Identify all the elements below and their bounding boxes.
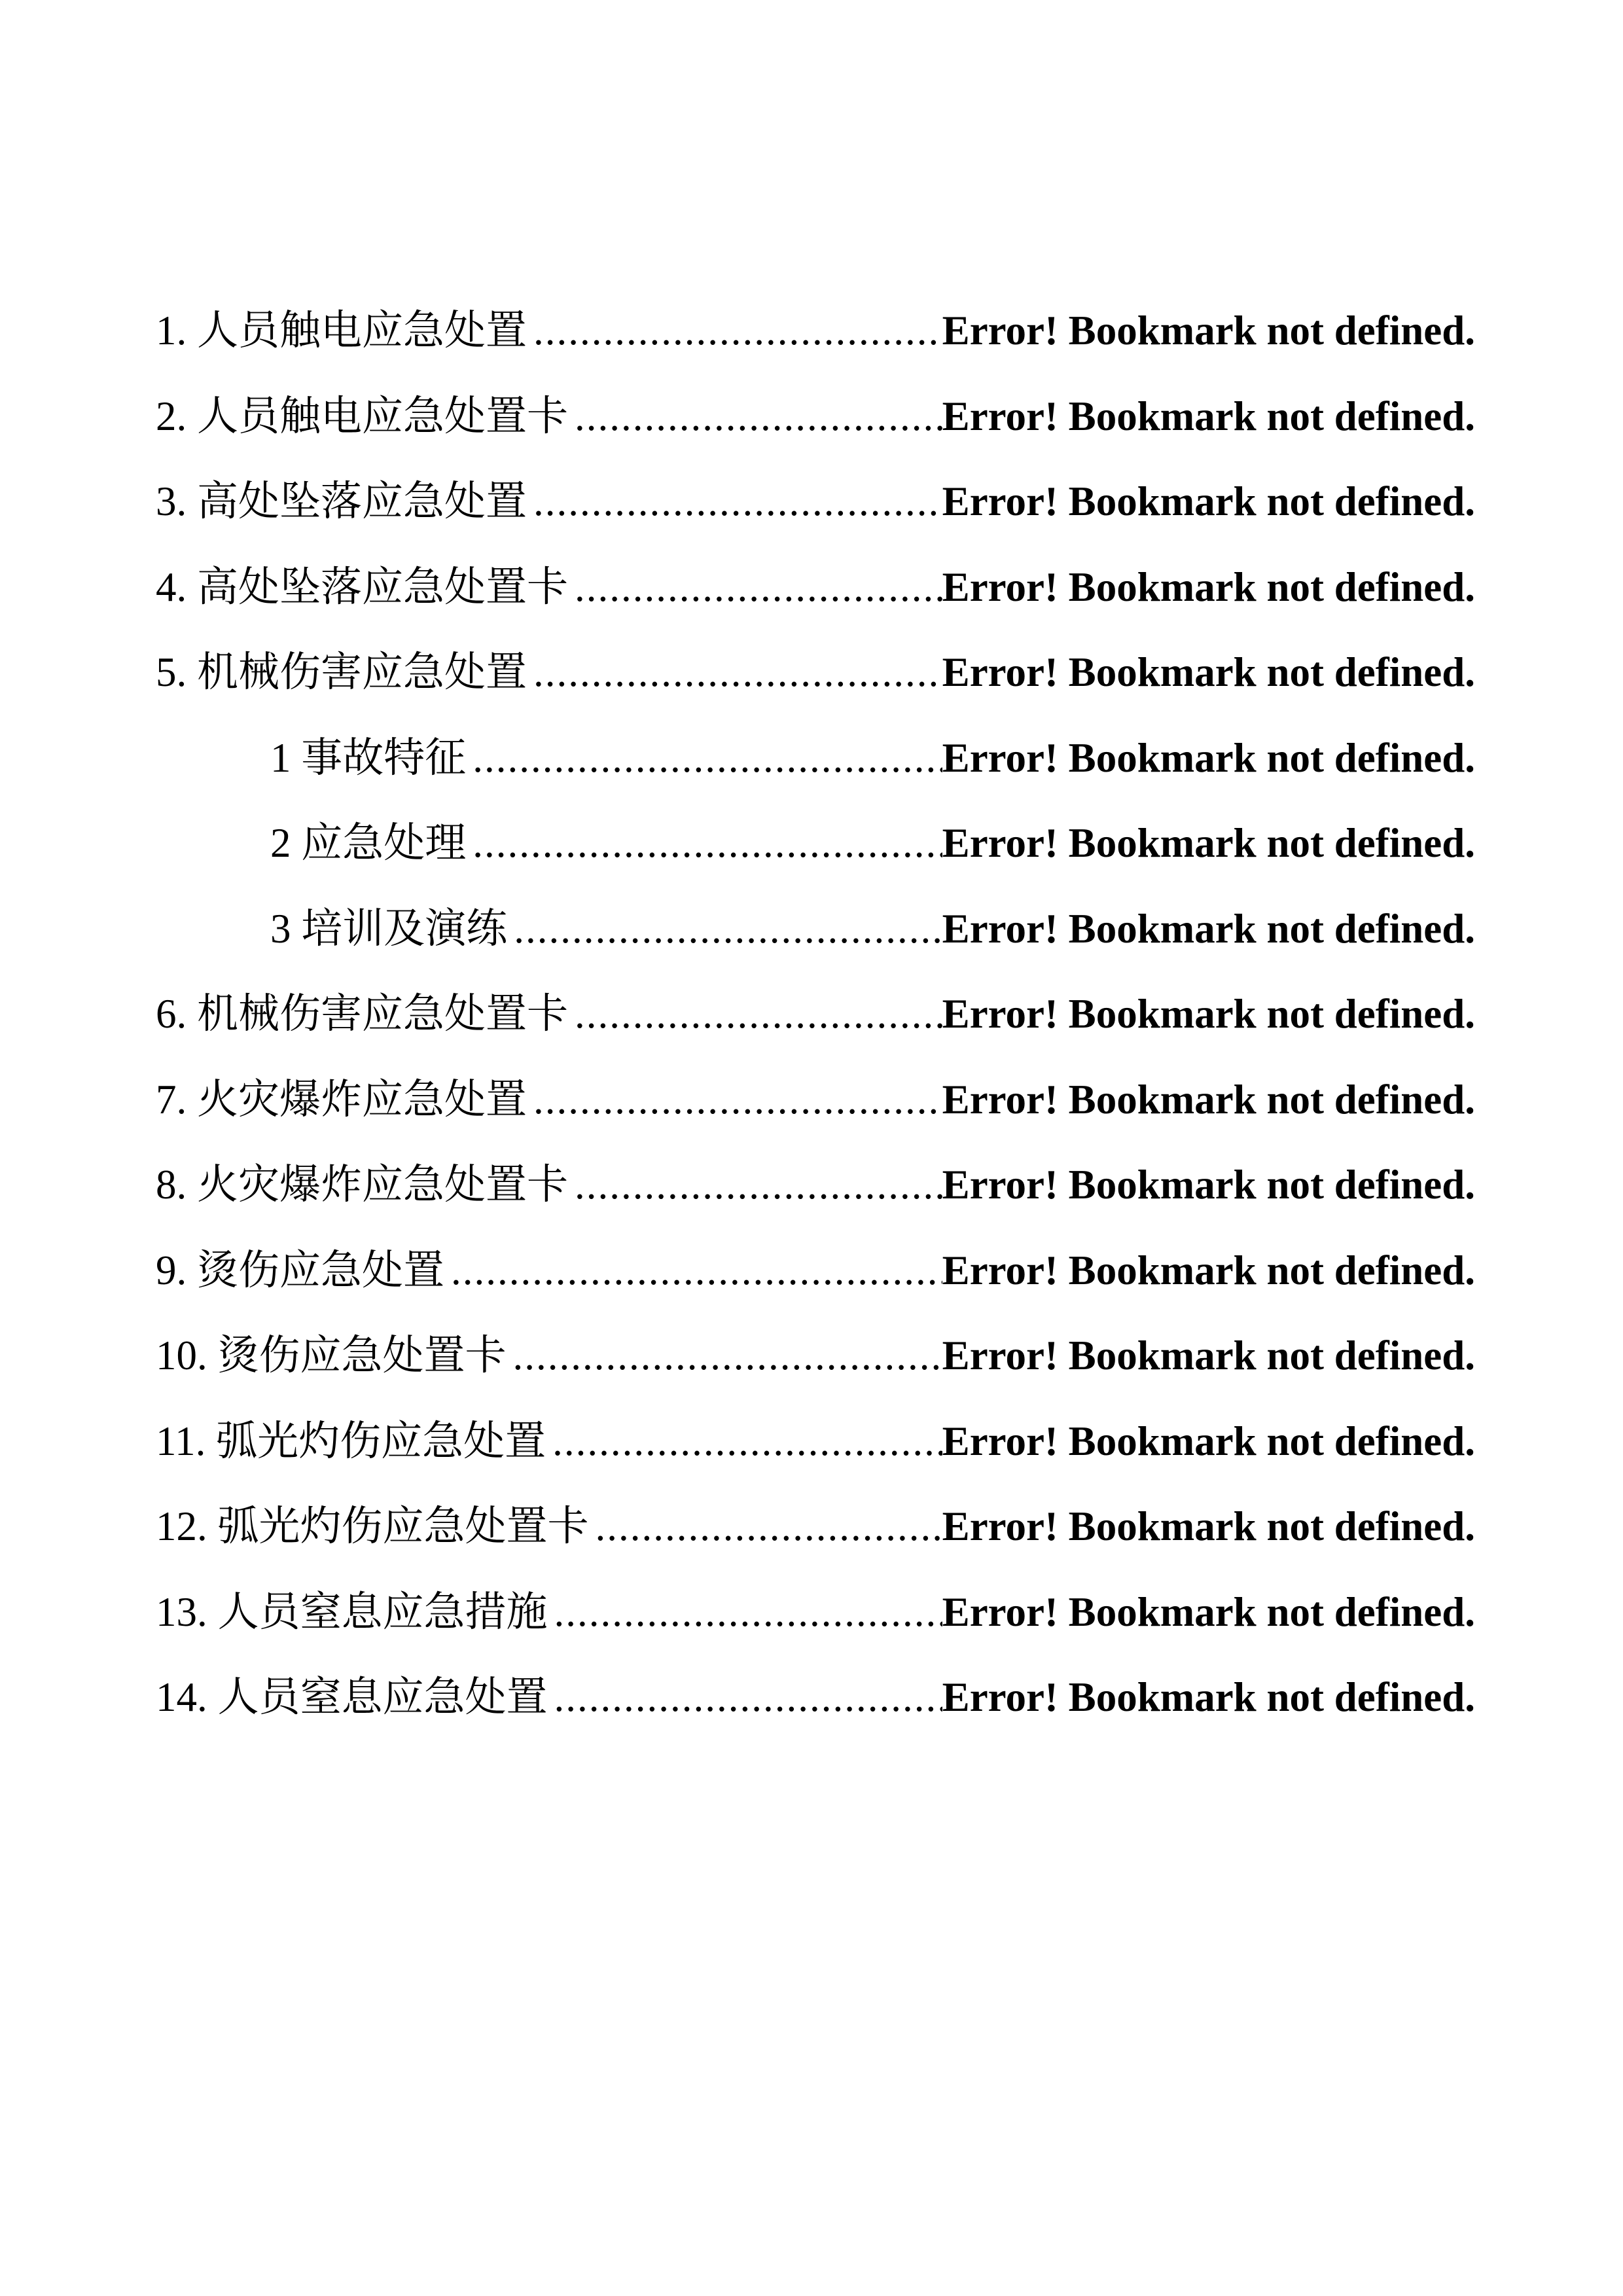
dot-leader (473, 715, 942, 801)
table-of-contents (156, 288, 1475, 1740)
toc-entry-title: 12. 弧光灼伤应急处置卡 (156, 1503, 589, 1549)
toc-entry-page-ref: Error! Bookmark not defined. (942, 393, 1475, 439)
toc-entry[interactable] (156, 1655, 1475, 1740)
toc-entry-title: 14. 人员窒息应急处置 (156, 1674, 548, 1720)
toc-entry-title: 7. 火灾爆炸应急处置 (156, 1076, 527, 1122)
dot-leader (552, 1399, 942, 1484)
toc-entry-title: 3 培训及演练 (270, 905, 508, 952)
toc-entry-title: 8. 火灾爆炸应急处置卡 (156, 1162, 568, 1208)
toc-entry-page-ref: Error! Bookmark not defined. (942, 905, 1475, 952)
dot-leader (533, 459, 942, 545)
toc-entry-page-ref: Error! Bookmark not defined. (942, 820, 1475, 866)
toc-entry-page-ref: Error! Bookmark not defined. (942, 1333, 1475, 1378)
dot-leader (554, 1655, 942, 1740)
dot-leader (533, 288, 942, 374)
dot-leader (575, 971, 942, 1057)
toc-entry-page-ref: Error! Bookmark not defined. (942, 649, 1475, 695)
dot-leader (575, 374, 942, 459)
dot-leader (554, 1570, 942, 1655)
toc-subentry[interactable] (156, 886, 1475, 972)
toc-entry-title: 10. 烫伤应急处置卡 (156, 1333, 507, 1378)
toc-entry[interactable] (156, 971, 1475, 1057)
toc-entry-title: 6. 机械伤害应急处置卡 (156, 991, 568, 1037)
dot-leader (473, 800, 942, 886)
toc-entry-title: 3. 高处坠落应急处置 (156, 478, 527, 524)
toc-entry-title: 1. 人员触电应急处置 (156, 308, 527, 353)
toc-entry-page-ref: Error! Bookmark not defined. (942, 1076, 1475, 1122)
toc-entry-page-ref: Error! Bookmark not defined. (942, 1418, 1475, 1464)
toc-subentry[interactable] (156, 800, 1475, 886)
dot-leader (513, 1313, 942, 1399)
dot-leader (533, 1057, 942, 1143)
dot-leader (575, 545, 942, 630)
toc-entry-page-ref: Error! Bookmark not defined. (942, 308, 1475, 353)
toc-entry[interactable] (156, 1228, 1475, 1314)
toc-entry-title: 1 事故特征 (270, 734, 467, 781)
toc-entry-title: 4. 高处坠落应急处置卡 (156, 564, 568, 610)
toc-entry-page-ref: Error! Bookmark not defined. (942, 991, 1475, 1037)
toc-entry-page-ref: Error! Bookmark not defined. (942, 1162, 1475, 1208)
toc-entry-title: 2 应急处理 (270, 820, 467, 866)
toc-entry[interactable] (156, 1399, 1475, 1484)
toc-entry[interactable] (156, 459, 1475, 545)
toc-entry[interactable] (156, 630, 1475, 715)
toc-entry[interactable] (156, 1313, 1475, 1399)
toc-entry-page-ref: Error! Bookmark not defined. (942, 564, 1475, 610)
toc-entry[interactable] (156, 288, 1475, 374)
toc-entry[interactable] (156, 1142, 1475, 1228)
dot-leader (575, 1142, 942, 1228)
dot-leader (514, 886, 942, 972)
toc-entry-title: 11. 弧光灼伤应急处置 (156, 1418, 546, 1464)
toc-entry-page-ref: Error! Bookmark not defined. (942, 734, 1475, 781)
toc-entry-page-ref: Error! Bookmark not defined. (942, 478, 1475, 524)
toc-entry-page-ref: Error! Bookmark not defined. (942, 1247, 1475, 1293)
toc-entry-title: 13. 人员窒息应急措施 (156, 1588, 548, 1635)
dot-leader (533, 630, 942, 715)
dot-leader (596, 1484, 942, 1570)
toc-subentry[interactable] (156, 715, 1475, 801)
toc-entry-title: 2. 人员触电应急处置卡 (156, 393, 568, 439)
toc-entry[interactable] (156, 1057, 1475, 1143)
toc-entry[interactable] (156, 1570, 1475, 1655)
toc-entry-page-ref: Error! Bookmark not defined. (942, 1674, 1475, 1720)
toc-entry-page-ref: Error! Bookmark not defined. (942, 1588, 1475, 1635)
toc-entry[interactable] (156, 545, 1475, 630)
toc-entry[interactable] (156, 1484, 1475, 1570)
toc-entry-title: 5. 机械伤害应急处置 (156, 649, 527, 695)
toc-entry-title: 9. 烫伤应急处置 (156, 1247, 444, 1293)
toc-entry[interactable] (156, 374, 1475, 459)
dot-leader (451, 1228, 942, 1314)
toc-entry-page-ref: Error! Bookmark not defined. (942, 1503, 1475, 1549)
